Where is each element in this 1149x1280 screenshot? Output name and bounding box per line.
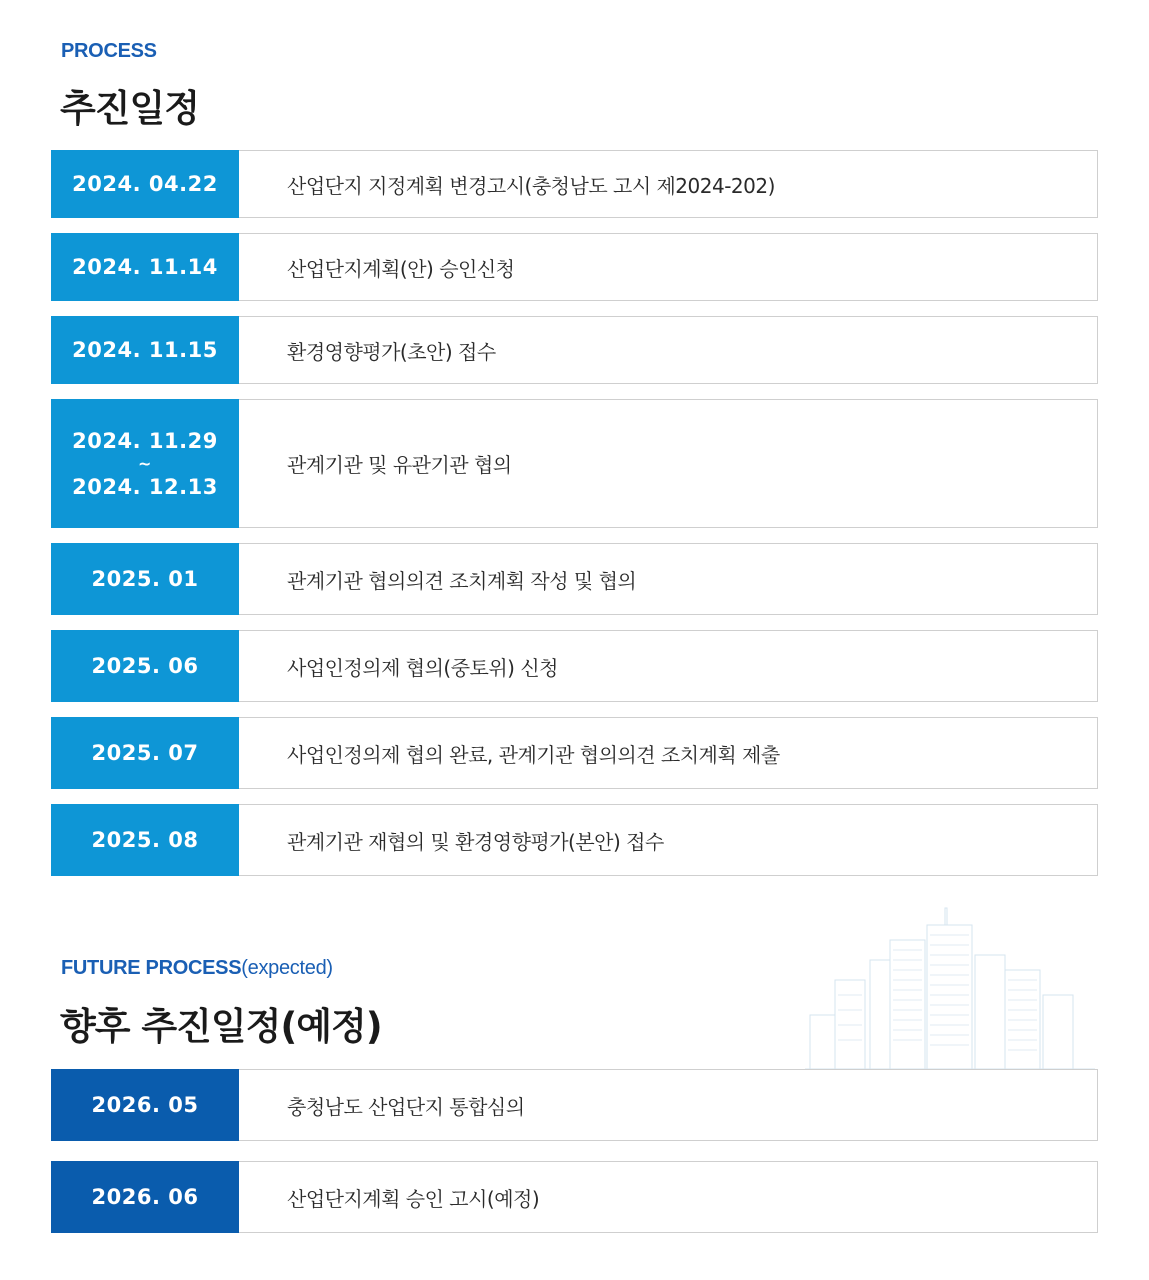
building-skyline-illustration: [805, 900, 1095, 1070]
schedule-row: [51, 399, 1098, 528]
schedule-description: 관계기관 협의의견 조치계획 작성 및 협의: [287, 568, 637, 593]
schedule-row: [51, 804, 1098, 876]
process-eyebrow: PROCESS: [61, 40, 157, 62]
schedule-description: 충청남도 산업단지 통합심의: [287, 1094, 525, 1119]
schedule-date: 2024. 11.15: [51, 316, 239, 384]
schedule-row: [51, 1161, 1098, 1233]
date-range-end: 2024. 12.13: [72, 474, 218, 499]
schedule-date: 2025. 01: [51, 543, 239, 615]
schedule-description: 산업단지 지정계획 변경고시(충청남도 고시 제2024-202): [287, 173, 775, 198]
schedule-description: 사업인정의제 협의 완료, 관계기관 협의의견 조치계획 제출: [287, 742, 780, 767]
schedule-date: 2026. 06: [51, 1161, 239, 1233]
schedule-row: [51, 233, 1098, 301]
date-range-start: 2024. 11.29: [72, 428, 218, 453]
schedule-row: [51, 630, 1098, 702]
process-title: 추진일정: [60, 87, 199, 130]
schedule-row: [51, 150, 1098, 218]
schedule-date: 2025. 08: [51, 804, 239, 876]
schedule-description: 환경영향평가(초안) 접수: [287, 339, 496, 364]
schedule-date: 2024. 04.22: [51, 150, 239, 218]
schedule-description: 산업단지계획(안) 승인신청: [287, 256, 515, 281]
schedule-row: [51, 717, 1098, 789]
schedule-date: 2026. 05: [51, 1069, 239, 1141]
schedule-date: 2024. 11.14: [51, 233, 239, 301]
schedule-row: [51, 316, 1098, 384]
future-title: 향후 추진일정(예정): [60, 1005, 382, 1048]
future-eyebrow-main: FUTURE PROCESS: [61, 957, 242, 979]
schedule-date: 2025. 06: [51, 630, 239, 702]
schedule-row: [51, 1069, 1098, 1141]
date-range-separator: ~: [138, 453, 152, 473]
schedule-row: [51, 543, 1098, 615]
schedule-description: 관계기관 재협의 및 환경영향평가(본안) 접수: [287, 829, 664, 854]
schedule-description: 사업인정의제 협의(중토위) 신청: [287, 655, 558, 680]
future-eyebrow-sub: (expected): [241, 957, 333, 979]
schedule-description: 산업단지계획 승인 고시(예정): [287, 1186, 540, 1211]
schedule-description: 관계기관 및 유관기관 협의: [287, 453, 512, 477]
future-eyebrow: [61, 957, 333, 980]
schedule-date: 2025. 07: [51, 717, 239, 789]
schedule-date-range: [51, 399, 239, 528]
